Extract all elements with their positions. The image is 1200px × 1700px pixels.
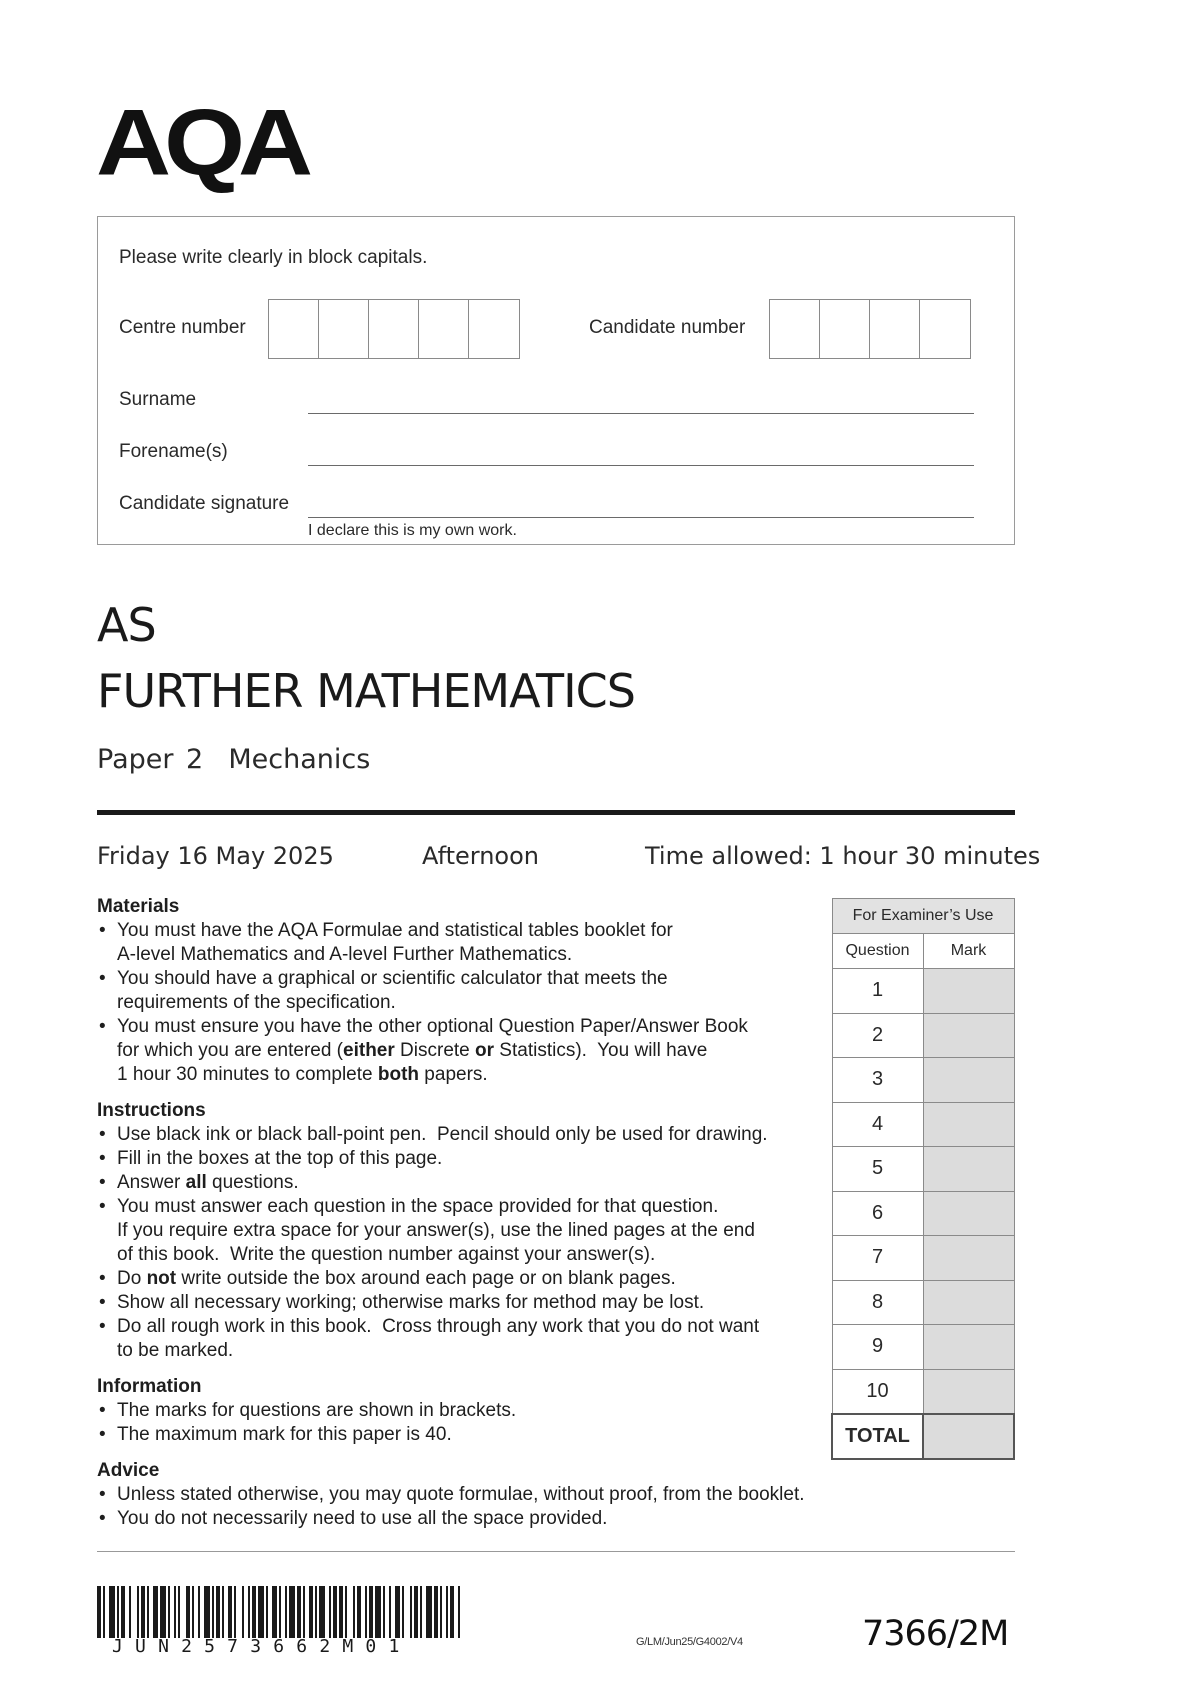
candidate-number-digit[interactable]	[870, 300, 920, 358]
table-row	[832, 1236, 1014, 1281]
time-allowed: Time allowed: 1 hour 30 minutes	[645, 842, 1041, 870]
mark-cell	[923, 969, 1014, 1014]
candidate-number-field[interactable]	[769, 299, 971, 359]
question-number: 2	[832, 1013, 923, 1058]
candidate-details-box	[97, 216, 1015, 545]
table-row	[832, 1191, 1014, 1236]
list-item: • Fill in the boxes at the top of this page.	[97, 1147, 857, 1171]
question-number: 9	[832, 1325, 923, 1370]
footer-divider	[97, 1551, 1015, 1552]
mark-cell	[923, 1058, 1014, 1103]
table-row	[832, 1369, 1014, 1414]
examiner-use-table	[831, 898, 1015, 1460]
centre-number-digit[interactable]	[369, 300, 419, 358]
mark-column-header: Mark	[923, 934, 1014, 969]
question-number: 3	[832, 1058, 923, 1103]
table-row	[832, 1325, 1014, 1370]
forenames-label: Forename(s)	[119, 441, 228, 462]
block-capitals-instruction: Please write clearly in block capitals.	[119, 247, 428, 268]
advice-list	[97, 1483, 857, 1531]
mark-cell	[923, 1191, 1014, 1236]
examiner-table-title: For Examiner’s Use	[832, 899, 1014, 934]
list-item: • You do not necessarily need to use all the space provided.	[97, 1507, 857, 1531]
signature-line[interactable]	[308, 517, 974, 518]
mark-cell	[923, 1147, 1014, 1192]
barcode-text: JUN2573662M01	[112, 1636, 412, 1657]
centre-number-field[interactable]	[268, 299, 520, 359]
qualification-level: AS	[97, 598, 156, 652]
paper-title: Paper 2 Mechanics	[97, 744, 371, 775]
declaration-text: I declare this is my own work.	[308, 522, 517, 539]
total-row	[832, 1414, 1014, 1459]
advice-title: Advice	[97, 1460, 160, 1481]
question-column-header: Question	[832, 934, 923, 969]
information-title: Information	[97, 1376, 202, 1397]
question-number: 7	[832, 1236, 923, 1281]
materials-title: Materials	[97, 896, 180, 917]
candidate-number-digit[interactable]	[820, 300, 870, 358]
question-number: 10	[832, 1369, 923, 1414]
signature-label: Candidate signature	[119, 493, 290, 514]
table-row	[832, 1058, 1014, 1103]
instructions-panel	[97, 895, 857, 1531]
mark-cell	[923, 1369, 1014, 1414]
total-mark-cell	[923, 1414, 1014, 1459]
reference-code: G/LM/Jun25/G4002/V4	[636, 1636, 743, 1648]
subject-title: FURTHER MATHEMATICS	[97, 664, 635, 718]
title-divider	[97, 810, 1015, 815]
mark-cell	[923, 1280, 1014, 1325]
centre-number-label: Centre number	[119, 317, 246, 338]
table-row	[832, 969, 1014, 1014]
information-list	[97, 1399, 857, 1447]
table-row	[832, 1147, 1014, 1192]
mark-cell	[923, 1325, 1014, 1370]
aqa-logo: AQA	[96, 90, 307, 195]
candidate-number-digit[interactable]	[920, 300, 970, 358]
exam-session: Afternoon	[422, 842, 539, 870]
mark-cell	[923, 1236, 1014, 1281]
list-item: • You must have the AQA Formulae and statistical tables booklet for A-level Mathematics and A-level Further Mathematics.	[97, 919, 857, 967]
surname-line[interactable]	[308, 413, 974, 414]
instructions-list	[97, 1123, 857, 1363]
list-item: • The marks for questions are shown in brackets.	[97, 1399, 857, 1423]
mark-cell	[923, 1102, 1014, 1147]
question-number: 6	[832, 1191, 923, 1236]
question-number: 8	[832, 1280, 923, 1325]
question-number: 4	[832, 1102, 923, 1147]
centre-number-digit[interactable]	[469, 300, 519, 358]
list-item: • You should have a graphical or scientific calculator that meets the requirements of the specification.	[97, 967, 857, 1015]
barcode-icon	[97, 1586, 467, 1638]
question-number: 5	[832, 1147, 923, 1192]
forenames-line[interactable]	[308, 465, 974, 466]
materials-list	[97, 919, 857, 1087]
mark-cell	[923, 1013, 1014, 1058]
centre-number-digit[interactable]	[419, 300, 469, 358]
total-label: TOTAL	[832, 1414, 923, 1459]
table-row	[832, 1280, 1014, 1325]
surname-label: Surname	[119, 389, 197, 410]
instructions-title: Instructions	[97, 1100, 206, 1121]
centre-number-digit[interactable]	[269, 300, 319, 358]
table-row	[832, 1013, 1014, 1058]
list-item: • Do all rough work in this book. Cross through any work that you do not want to be marked.	[97, 1315, 857, 1363]
list-item: • Answer all questions.	[97, 1171, 857, 1195]
list-item: • You must ensure you have the other optional Question Paper/Answer Book for which you are entered (either Discrete or Statistics). You will have 1 hour 30 minutes to complete both papers.	[97, 1015, 857, 1087]
list-item: • Use black ink or black ball-point pen. Pencil should only be used for drawing.	[97, 1123, 857, 1147]
list-item: • The maximum mark for this paper is 40.	[97, 1423, 857, 1447]
question-number: 1	[832, 969, 923, 1014]
candidate-number-label: Candidate number	[589, 317, 746, 338]
list-item: • Unless stated otherwise, you may quote formulae, without proof, from the booklet.	[97, 1483, 857, 1507]
list-item: • You must answer each question in the space provided for that question. If you require extra space for your answer(s), use the lined pages at the end of this book. Write the question number against your answer(s).	[97, 1195, 857, 1267]
exam-date: Friday 16 May 2025	[97, 842, 334, 870]
candidate-number-digit[interactable]	[770, 300, 820, 358]
centre-number-digit[interactable]	[319, 300, 369, 358]
paper-code: 7366/2M	[862, 1614, 1009, 1654]
list-item: • Show all necessary working; otherwise marks for method may be lost.	[97, 1291, 857, 1315]
table-row	[832, 1102, 1014, 1147]
list-item: • Do not write outside the box around each page or on blank pages.	[97, 1267, 857, 1291]
